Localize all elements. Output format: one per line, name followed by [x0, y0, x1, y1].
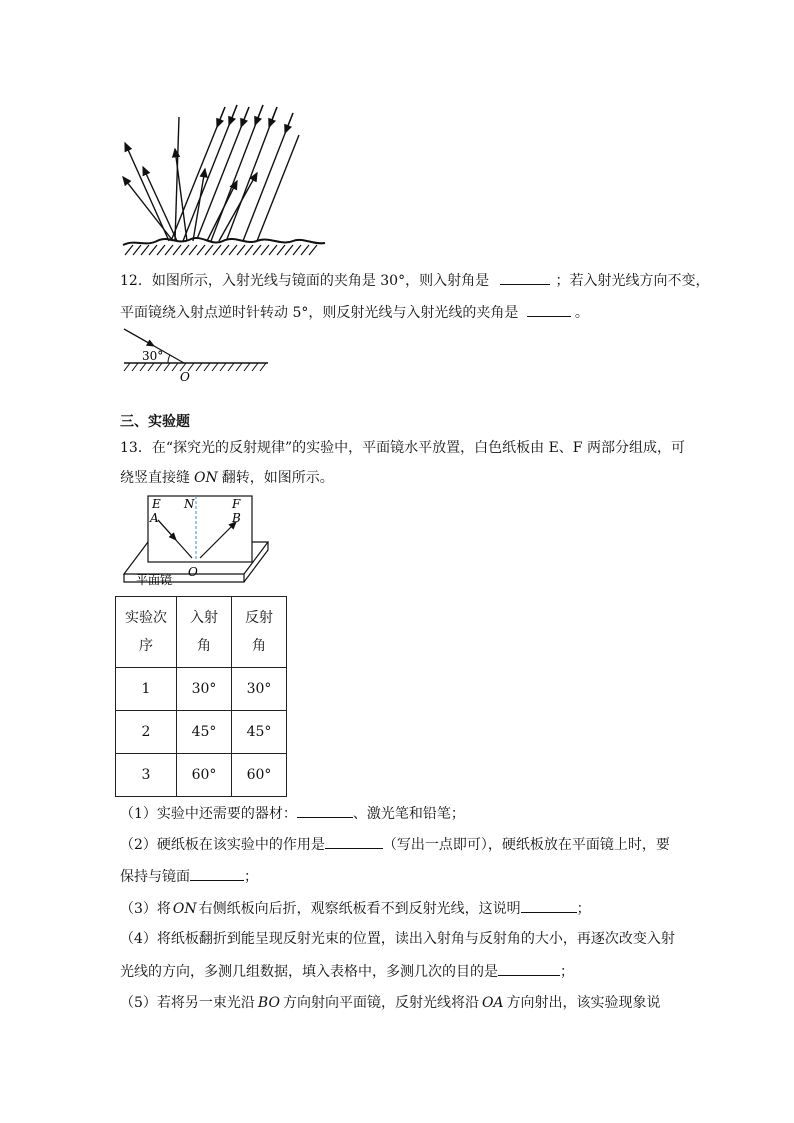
diffuse-reflection-figure	[115, 95, 330, 257]
label-e: E	[152, 497, 161, 511]
label-o: O	[188, 565, 198, 579]
q13-p3	[120, 898, 591, 919]
q13-p2-text-b: （写出一点即可），硬纸板放在平面镜上时，要	[382, 837, 670, 853]
q13-p5-text-a: （5）若将另一束光沿	[120, 995, 255, 1011]
q13-p4-text-b: 光线的方向，多测几组数据，填入表格中，多测几次的目的是	[120, 964, 498, 980]
table-header-row	[116, 597, 287, 668]
q12-text-1b: ；若入射光线方向不变，	[555, 273, 710, 289]
q12-line-2	[120, 302, 589, 323]
q13-p1	[120, 803, 465, 824]
q13-p2-text-c: 保持与镜面	[120, 869, 190, 885]
table-row	[116, 668, 287, 711]
q13-p5-oa-label: OA	[481, 995, 504, 1011]
q13-p2-text-a: （2）硬纸板在该实验中的作用是	[120, 837, 325, 853]
results-table	[115, 596, 287, 797]
q13-p5-text-c: 方向射出，该实验现象说	[506, 995, 661, 1011]
q13-p5	[120, 993, 661, 1013]
table-cell: 2	[116, 711, 177, 754]
table-cell: 1	[116, 668, 177, 711]
table-cell: 45°	[177, 711, 232, 754]
q13-on-label: ON	[194, 470, 218, 486]
q13-p5-text-b: 方向射向平面镜，反射光线将沿	[282, 995, 479, 1011]
q13-p3-text-b: 右侧纸板向后折，观察纸板看不到反射光线，这说明	[198, 901, 521, 917]
label-b: B	[232, 511, 241, 525]
q13-p2-blank-2[interactable]	[190, 866, 244, 881]
label-a: A	[150, 511, 159, 525]
q13-p4-cont	[120, 961, 574, 982]
table-cell: 30°	[232, 668, 287, 711]
q13-p2	[120, 834, 670, 855]
q13-p3-on-label: ON	[172, 901, 197, 917]
q13-p2-blank-1[interactable]	[325, 834, 383, 849]
q13-p4-text-c: ；	[560, 964, 574, 980]
q13-p4-blank[interactable]	[498, 961, 560, 976]
point-o-label: O	[180, 370, 190, 384]
table-cell: 30°	[177, 668, 232, 711]
q13-p3-text-c: ；	[576, 901, 591, 917]
q13-p3-blank[interactable]	[521, 898, 577, 913]
q13-p3-text-a: （3）将	[120, 901, 171, 917]
q13-p1-blank[interactable]	[297, 803, 353, 818]
q12-text-2a: 平面镜绕入射点逆时针转动 5°，则反射光线与入射光线的夹角是	[120, 305, 519, 321]
q13-text-2b: 翻转，如图所示。	[221, 470, 334, 486]
q12-text-2b: 。	[574, 305, 589, 321]
q12-text-1a: 12．如图所示，入射光线与镜面的夹角是 30°，则入射角是	[120, 273, 490, 289]
header-incidence: 入射 角	[177, 597, 232, 668]
table-cell: 60°	[232, 754, 287, 797]
mirror-label: 平面镜	[136, 573, 173, 587]
angle-label: 30°	[142, 349, 164, 363]
q13-p2-cont	[120, 866, 258, 887]
q12-blank-1[interactable]	[500, 270, 550, 285]
table-cell: 45°	[232, 711, 287, 754]
table-row	[116, 711, 287, 754]
q13-line-2	[120, 468, 334, 488]
incidence-angle-figure	[118, 325, 278, 387]
q13-p1-text-b: 、激光笔和铅笔；	[352, 806, 465, 822]
header-reflection: 反射 角	[232, 597, 287, 668]
reflection-board-figure	[118, 494, 278, 590]
table-cell: 60°	[177, 754, 232, 797]
header-trial: 实验次 序	[116, 597, 177, 668]
q13-line-1: 13．在“探究光的反射规律”的实验中，平面镜水平放置，白色纸板由 E、F 两部分组成，可	[120, 440, 685, 456]
rough-surface	[123, 238, 325, 245]
table-row	[116, 754, 287, 797]
q12-line-1	[120, 270, 710, 291]
q12-blank-2[interactable]	[527, 302, 571, 317]
label-n: N	[184, 497, 195, 511]
q13-p5-bo-label: BO	[257, 995, 280, 1011]
section-heading: 三、实验题	[120, 414, 190, 430]
table-cell: 3	[116, 754, 177, 797]
q13-text-2a: 绕竖直接缝	[120, 470, 190, 486]
label-f: F	[232, 497, 241, 511]
q13-p1-text-a: （1）实验中还需要的器材：	[120, 806, 297, 822]
q13-p2-text-d: ；	[244, 869, 258, 885]
q13-p4: （4）将纸板翻折到能呈现反射光束的位置，读出入射角与反射角的大小，再逐次改变入射	[120, 931, 675, 947]
